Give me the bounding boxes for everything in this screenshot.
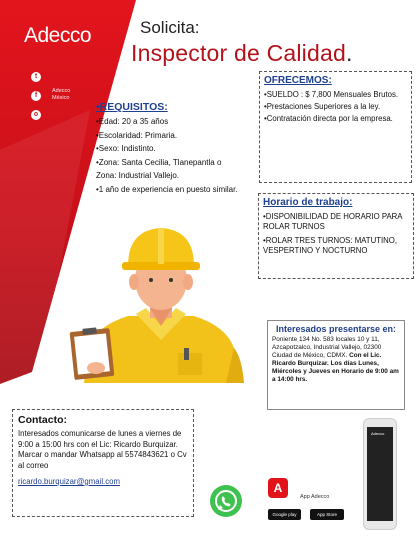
- phone-screen: [367, 427, 393, 521]
- interesados-box: [267, 320, 405, 410]
- interesados-heading: Interesados presentarse en:: [275, 324, 397, 334]
- ofrecemos-box: [259, 71, 412, 183]
- list-item: •SUELDO : $ 7,800 Mensuales Brutos.: [264, 90, 399, 99]
- schedule-text: Con el Lic. Ricardo Burquizar. Los días Lunes, Miércoles y Jueves en Horario de 9:00 am a 14:00 hrs.: [272, 352, 399, 383]
- twitter-icon[interactable]: t: [31, 72, 41, 82]
- ofrecemos-list: [264, 90, 407, 124]
- contacto-text: Interesados comunicarse de lunes a viernes de 9:00 a 15:00 hrs con el Lic: Ricardo Burquizar. Marcar o mandar Whatsapp al 5574843621 o Cv al correo: [18, 429, 187, 470]
- contacto-box: [12, 409, 194, 517]
- job-title-text: Inspector de Calidad: [131, 40, 346, 66]
- social-handle-line2: México: [52, 95, 70, 101]
- address-text: Poniente 134 No. 583 locales 10 y 11, Azcapotzalco, Industrial Vallejo, 02300 Ciudad de México, CDMX.: [272, 336, 382, 359]
- phone-brand: Adecco: [371, 431, 385, 436]
- list-item: •Edad: 20 a 35 años: [96, 117, 169, 126]
- title-prefix: Solicita:: [140, 18, 200, 37]
- list-item: •DISPONIBILIDAD DE HORARIO PARA ROLAR TURNOS: [263, 212, 403, 231]
- app-store-badge[interactable]: App Store: [310, 509, 344, 520]
- requisitos-heading: •REQUISITOS:: [96, 101, 168, 113]
- instagram-icon[interactable]: o: [31, 110, 41, 120]
- whatsapp-icon[interactable]: [210, 485, 242, 517]
- list-item: •Escolaridad: Primaria.: [96, 130, 178, 140]
- phone-mockup: [363, 418, 397, 530]
- requisitos-section: [96, 101, 256, 196]
- list-item: •Zona: Santa Cecilia, Tlanepantla o: [96, 157, 222, 167]
- list-item: •Contratación directa por la empresa.: [264, 114, 393, 123]
- list-item: •1 año de experiencia en puesto similar.: [96, 184, 238, 194]
- social-handle-line1: Adecco: [52, 88, 71, 94]
- app-label: App Adecco: [300, 494, 330, 500]
- horario-heading: Horario de trabajo:: [263, 197, 353, 208]
- contacto-heading: Contacto:: [18, 414, 67, 426]
- ofrecemos-heading: OFRECEMOS:: [264, 75, 332, 86]
- google-play-badge[interactable]: Google play: [268, 509, 301, 520]
- job-title: [131, 40, 353, 67]
- job-title-dot: .: [345, 40, 353, 66]
- facebook-icon[interactable]: f: [31, 91, 41, 101]
- social-handle: [52, 88, 70, 102]
- whatsapp-phone-icon: [210, 485, 242, 517]
- social-icons: [31, 72, 41, 120]
- list-item: •ROLAR TRES TURNOS: MATUTINO, VESPERTINO Y NOCTURNO: [263, 236, 397, 255]
- horario-box: [258, 193, 414, 279]
- requisitos-list: [96, 115, 256, 196]
- list-item: •Sexo: Indistinto.: [96, 144, 156, 153]
- email-link[interactable]: ricardo.burquizar@gmail.com: [18, 477, 120, 486]
- adecco-app-icon[interactable]: A: [268, 478, 288, 498]
- horario-list: [263, 212, 409, 256]
- interesados-text: [272, 336, 400, 384]
- adecco-logo: Adecco: [24, 24, 92, 47]
- worker-illustration: [66, 208, 256, 388]
- app-promo: [268, 478, 358, 523]
- list-item: •Prestaciones Superiores a la ley.: [264, 102, 381, 111]
- list-item: Zona: Industrial Vallejo.: [96, 171, 180, 180]
